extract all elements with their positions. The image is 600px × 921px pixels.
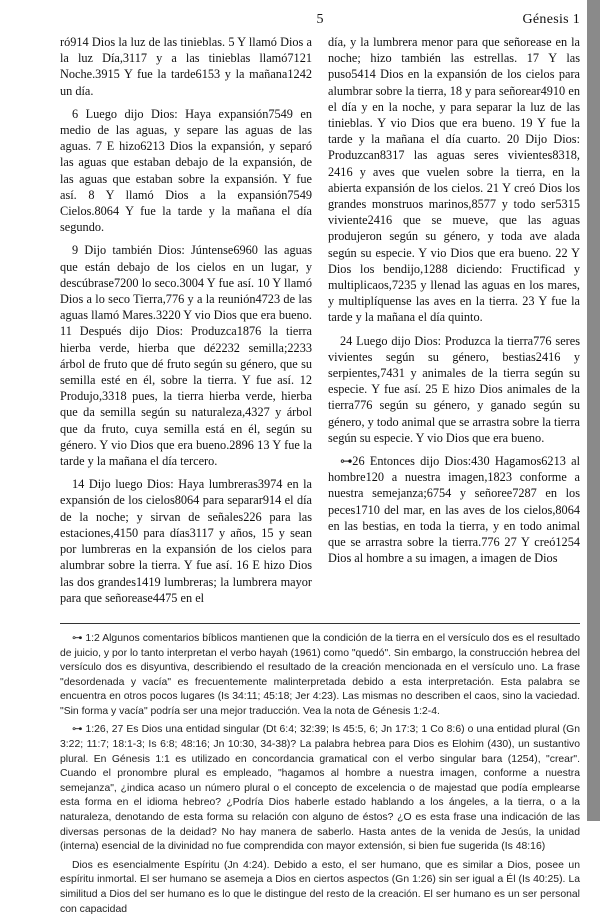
bible-page (60, 10, 580, 921)
running-head-book: Génesis 1 (522, 12, 580, 27)
verse-paragraph: 6 Luego dijo Dios: Haya expansión7549 en medio de las aguas, y separe las aguas de las aguas. 7 E hizo6213 Dios la expansión, y separó las aguas que estaban debajo de la expansión, de las aguas que estaban sobre la expansión. Y fue así. 8 Y llamó Dios a la expansión7549 Cielos.8064 Y fue la tarde y la mañana el día segundo. (60, 106, 312, 235)
verse-paragraph: 24 Luego dijo Dios: Produzca la tierra776 seres vivientes según su género, bestias2416 y serpientes,7431 y animales de la tierra según su especie. Y fue así. 25 E hizo Dios animales de la tierra776 según su género, y ganado según su género, y todo animal que se arrastra sobre la tierra según su especie. Y vio Dios que era bueno. (328, 333, 580, 445)
verse-paragraph: ró914 Dios la luz de las tinieblas. 5 Y llamó Dios a la luz Día,3117 y a las tinieblas llamó7121 Noche.3915 Y fue la tarde6153 y la mañana1242 un día. (60, 35, 312, 98)
left-column (60, 34, 312, 613)
page-header (60, 10, 580, 32)
verse-paragraph: 9 Dijo también Dios: Júntense6960 las aguas que están debajo de los cielos en un lugar, y descúbrase7200 lo seco.3004 Y fue así. 10 Y llamó Dios a lo seco Tierra,776 y a la reunión4723 de las aguas llamó Mares.3220 Y vio Dios que era bueno. 11 Después dijo Dios: Produzca1876 la tierra hierba verde, hierba que dé2232 semilla;2233 árbol de fruto que dé fruto según su género, que su semilla esté en él, sobre la tierra. Y fue así. 12 Produjo,3318 pues, la tierra hierba verde, hierba que da semilla según su naturaleza,4327 y árbol que da fruto, cuya semilla está en él, según su género. Y vio Dios que era bueno.2896 13 Y fue la tarde y la mañana el día tercero. (60, 243, 312, 469)
page-edge-tab (587, 0, 600, 821)
verse-paragraph: día, y la lumbrera menor para que señorease en la noche; hizo también las estrellas. 17 Y las puso5414 Dios en la expansión de los cielos para alumbrar sobre la tierra, 18 y para señorear4910 en el día y en la noche, y para separar la luz de las tinieblas. Y vio Dios que era bueno. 19 Y fue la tarde y la mañana el día cuarto. 20 Dijo Dios: Produzcan8317 las aguas seres vivientes8318, 2416 y aves que vuelen sobre la tierra, en la abierta expansión de los cielos. 21 Y creó Dios los grandes monstruos marinos,8577 y todo ser5315 viviente2416 que se mueve, que las aguas produjeron según su género, y toda ave alada según su especie. Y vio Dios que era bueno. 22 Y Dios los bendijo,1288 diciendo: Fructificad y multiplicaos,7235 y llenad las aguas en los mares, y multiplíquense las aves en la tierra. 23 Y fue la tarde y la mañana el día quinto. (328, 35, 580, 325)
footnote: Dios es esencialmente Espíritu (Jn 4:24). Debido a esto, el ser humano, que es similar a Dios, posee un espíritu inmortal. El ser humano se asemeja a Dios en ciertos aspectos (Gn 1:26) sin ser igual a Él (Is 40:25). La similitud a Dios del ser humano es lo que le distingue del resto de la creación. El ser humano es un ser personal con capacidad (60, 859, 580, 915)
footnotes (60, 632, 580, 917)
verse-paragraph: ⊶26 Entonces dijo Dios:430 Hagamos6213 al hombre120 a nuestra imagen,1823 conforme a nuestra semejanza;6754 y señoree7287 en los peces1710 del mar, en las aves de los cielos,8064 en las bestias, en toda la tierra, y en todo animal que se arrastra sobre la tierra.776 27 Y creó1254 Dios al hombre a su imagen, a imagen de Dios (328, 454, 580, 566)
right-column (328, 34, 580, 613)
footnote-divider (60, 623, 580, 624)
scripture-columns (60, 34, 580, 613)
page-number: 5 (316, 12, 324, 27)
footnote: ⊶ 1:26, 27 Es Dios una entidad singular (Dt 6:4; 32:39; Is 45:5, 6; Jn 17:3; 1 Co 8:6) o una entidad plural (Gn 3:22; 11:7; 18:1-3; Is 6:8; 48:16; Jn 10:30, 34-38)? La palabra hebrea para Dios es Elohim (430), un sustantivo plural. En Génesis 1:1 es utilizado en concordancia gramatical con el verbo singular bara (1254), "crear". Cuando el pronombre plural es empleado, "hagamos al hombre a nuestra imagen, conforme a nuestra semejanza", ¿indica acaso un número plural o el concepto de excelencia o de majestad que podía emplearse esta forma en el idioma hebreo? ¿Podría Dios haberle estado hablando a los ángeles, a la tierra, o a la naturaleza, denotando de esta forma su relación con alguno de éstos? ¿O es esta frase una indicación de las diversas personas de la deidad? No hay manera de saberlo. Hasta antes de la venida de Jesús, la unidad (interna) esencial de la divinidad no fue comprendida con mayor extensión, si bien fue sugerida (Is 48:16) (60, 724, 580, 853)
footnote: ⊶ 1:2 Algunos comentarios bíblicos mantienen que la condición de la tierra en el versículo dos es el resultado de juicio, y por lo tanto interpretan el verbo hayah (1961) como "quedó". Sin embargo, la construcción hebrea del versículo dos es disyuntiva, describiendo el resultado de la creación mencionada en el versículo uno. La frase "desordenada y vacía" es frecuentemente malinterpretada debido a esta interpretación. Esta palabra se encuentra en otros pocos lugares (Is 34:11; 45:18; Jer 4:23). Las mismas no describen el caos, sino la vaciedad. "Sin forma y vacía" podría ser una mejor traducción. Vea la nota de Génesis 1:2-4. (60, 632, 580, 717)
verse-paragraph: 14 Dijo luego Dios: Haya lumbreras3974 en la expansión de los cielos8064 para separar914 el día de la noche; y sirvan de señales226 para las estaciones,4150 para días3117 y años, 15 y sean por lumbreras en la expansión de los cielos para alumbrar sobre la tierra. Y fue así. 16 E hizo Dios las dos grandes1419 lumbreras; la lumbrera mayor para que señorease4475 en el (60, 477, 312, 605)
